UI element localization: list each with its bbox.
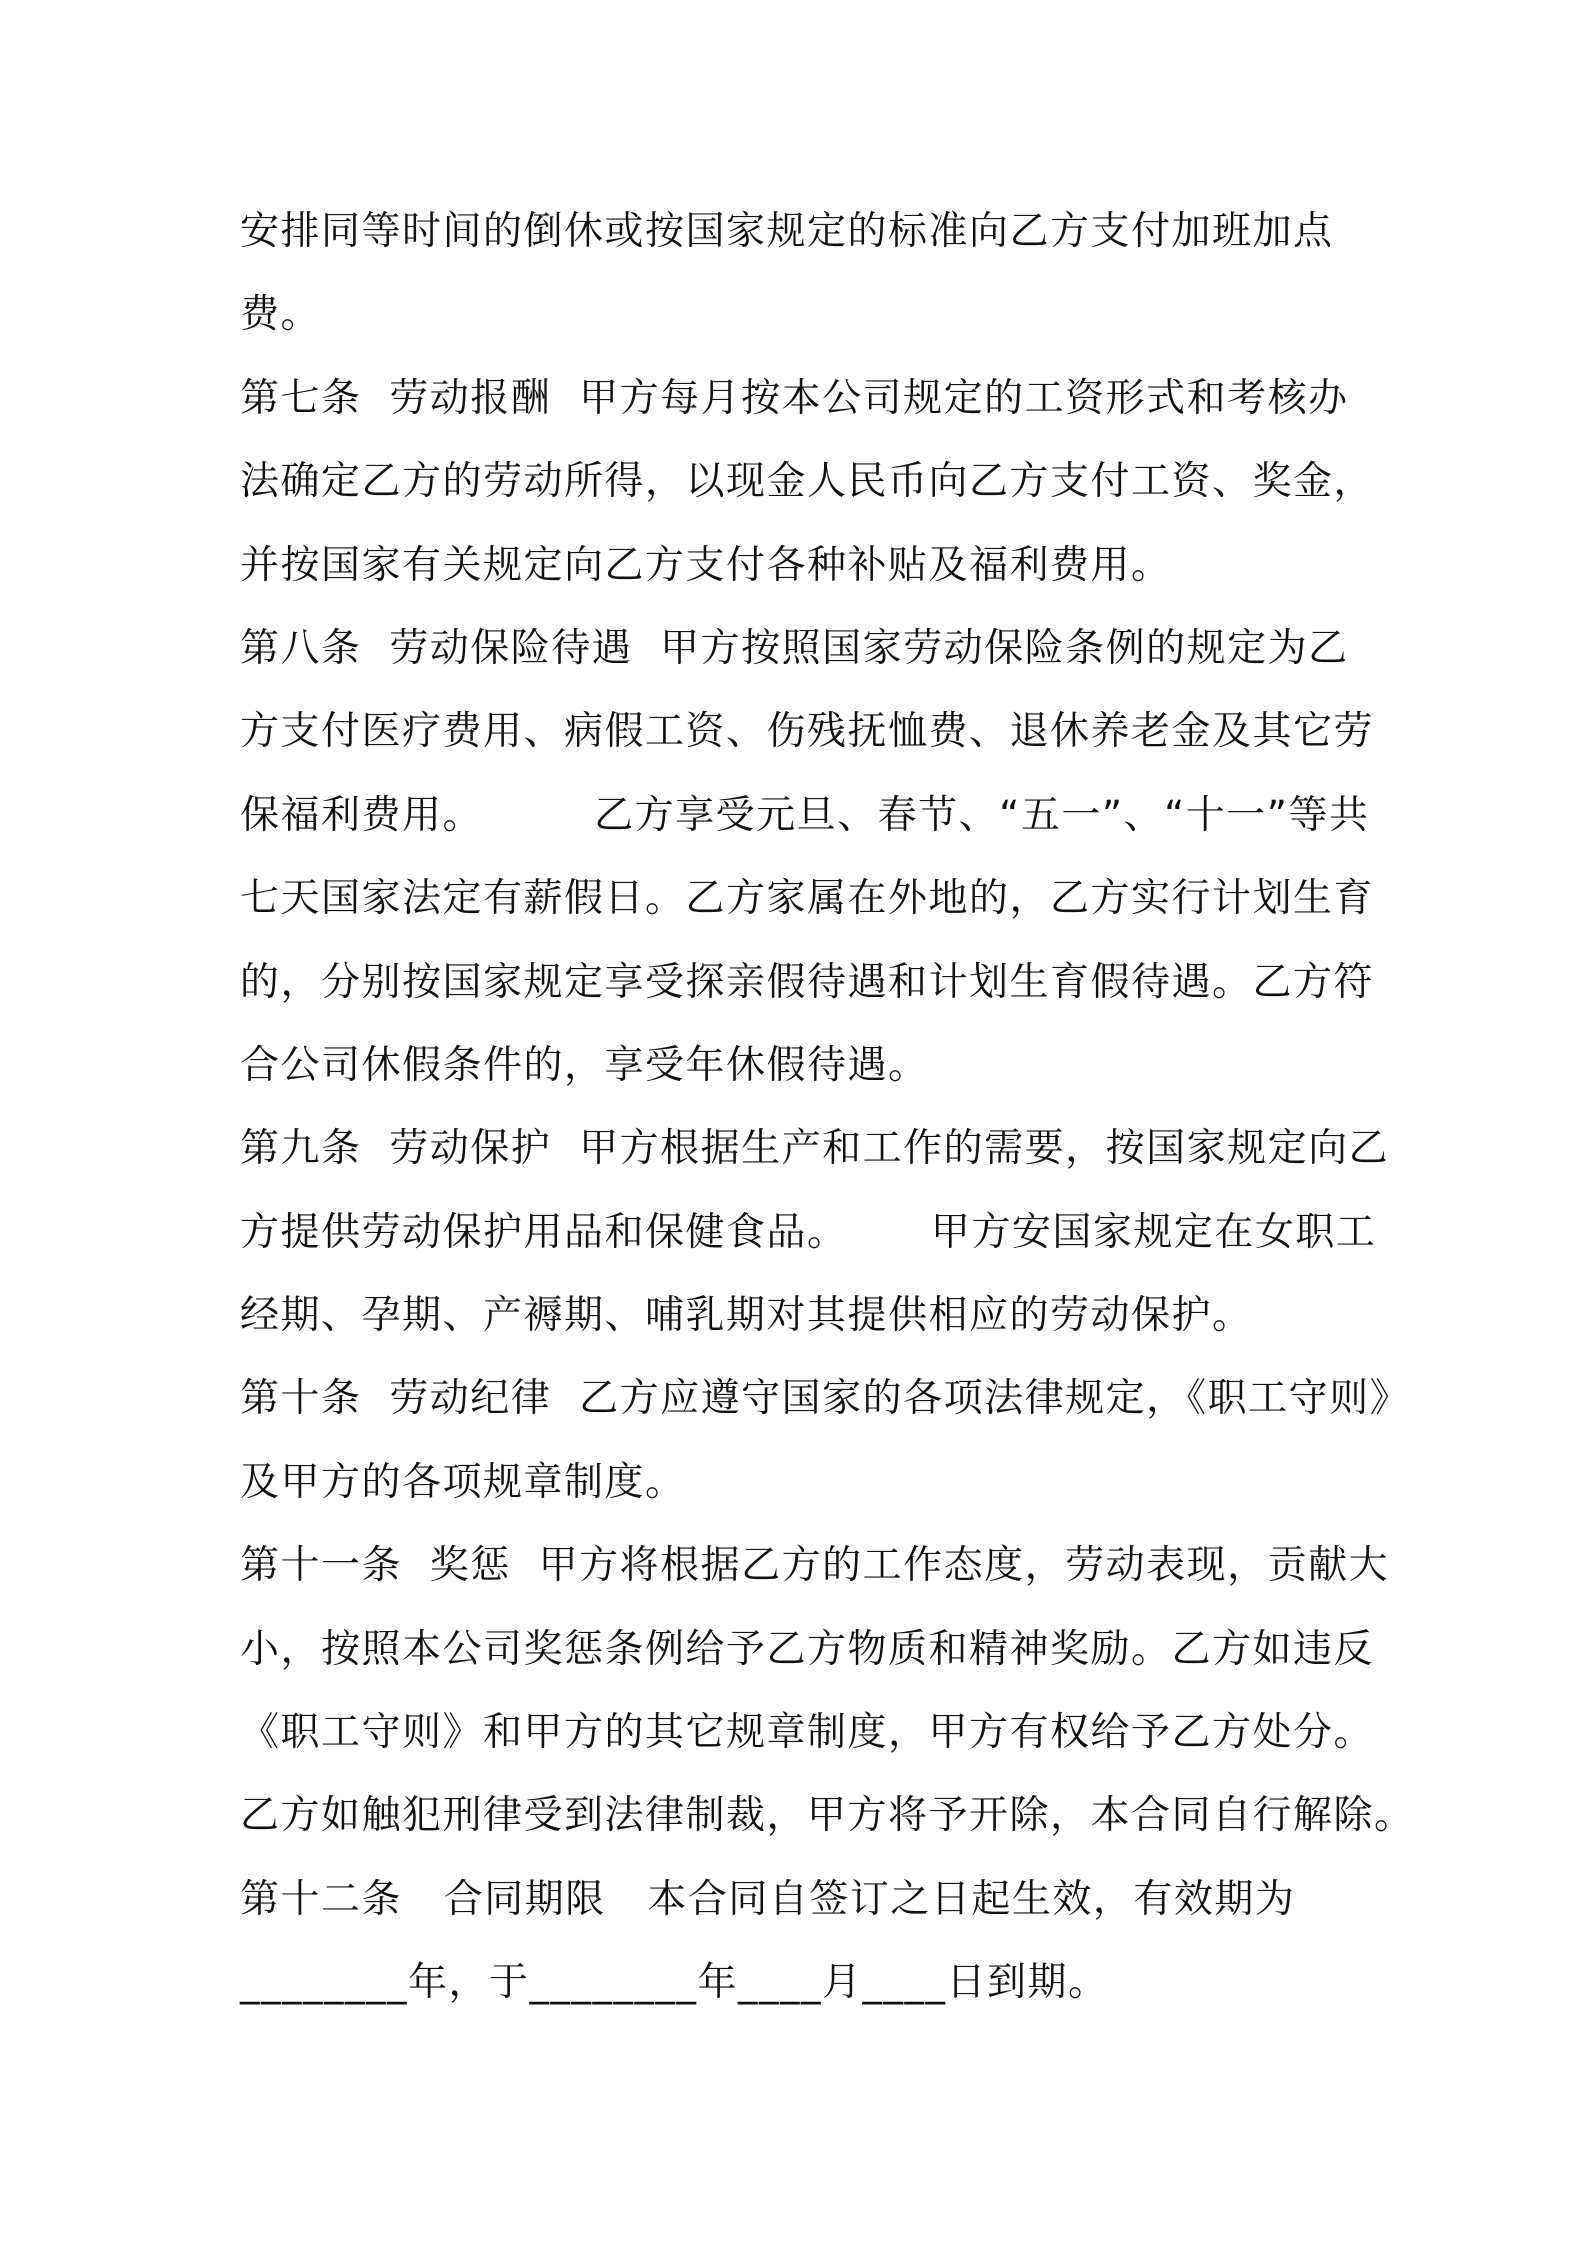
- text-line: 合公司休假条件的，享受年休假待遇。: [240, 1042, 929, 1088]
- text-line: 小，按照本公司奖惩条例给予乙方物质和精神奖励。乙方如违反: [240, 1626, 1375, 1672]
- text-line: 方提供劳动保护用品和保健食品。 甲方安国家规定在女职工: [240, 1209, 1377, 1255]
- text-line: 费。: [240, 292, 322, 338]
- text-line: 并按国家有关规定向乙方支付各种补贴及福利费用。: [240, 542, 1172, 588]
- text-line: 保福利费用。 乙方享受元旦、春节、“五一”、“十一”等共: [240, 792, 1370, 838]
- text-line: 乙方如触犯刑律受到法律制裁，甲方将予开除，本合同自行解除。: [240, 1793, 1415, 1839]
- article-10-heading-line: 第十条 劳动纪律 乙方应遵守国家的各项法律规定，《职工守则》: [240, 1376, 1411, 1422]
- contract-term-blanks-line: ________年，于________年____月____日到期。: [240, 1960, 1109, 2006]
- contract-body: [240, 190, 1415, 2025]
- text-line: 方支付医疗费用、病假工资、伤残抚恤费、退休养老金及其它劳: [240, 709, 1375, 755]
- text-line: 及甲方的各项规章制度。: [240, 1459, 686, 1505]
- text-line: 七天国家法定有薪假日。乙方家属在外地的，乙方实行计划生育: [240, 876, 1375, 922]
- article-8-heading-line: 第八条 劳动保险待遇 甲方按照国家劳动保险条例的规定为乙: [240, 625, 1349, 671]
- article-12-heading-line: 第十二条 合同期限 本合同自签订之日起生效，有效期为: [240, 1876, 1296, 1922]
- text-line: 《职工守则》和甲方的其它规章制度，甲方有权给予乙方处分。: [240, 1710, 1375, 1756]
- text-line: 经期、孕期、产褥期、哺乳期对其提供相应的劳动保护。: [240, 1293, 1253, 1339]
- text-line: 的，分别按国家规定享受探亲假待遇和计划生育假待遇。乙方符: [240, 959, 1375, 1005]
- article-7-heading-line: 第七条 劳动报酬 甲方每月按本公司规定的工资形式和考核办: [240, 375, 1349, 421]
- article-11-heading-line: 第十一条 奖惩 甲方将根据乙方的工作态度，劳动表现，贡献大: [240, 1543, 1390, 1589]
- article-9-heading-line: 第九条 劳动保护 甲方根据生产和工作的需要，按国家规定向乙: [240, 1126, 1390, 1172]
- text-line: 法确定乙方的劳动所得，以现金人民币向乙方支付工资、奖金，: [240, 459, 1375, 505]
- text-line: 安排同等时间的倒休或按国家规定的标准向乙方支付加班加点: [240, 209, 1334, 254]
